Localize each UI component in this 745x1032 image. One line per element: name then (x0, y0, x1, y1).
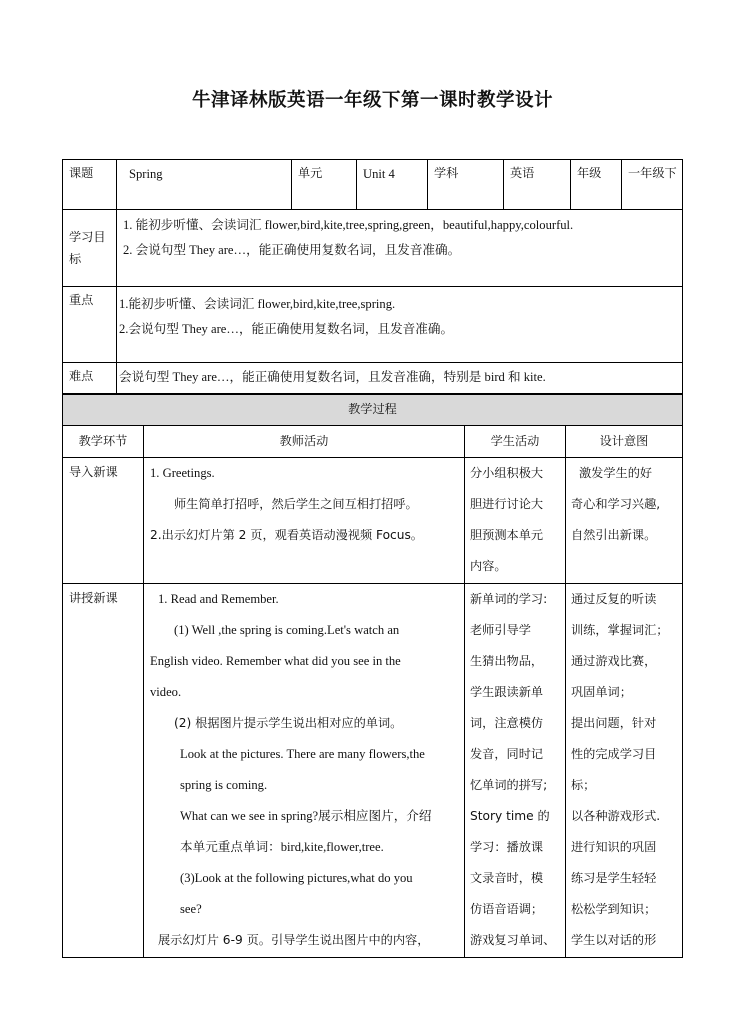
intent-line: 激发学生的好 (579, 466, 653, 480)
intent-line: 标； (571, 778, 596, 792)
teacher-line: What can we see in spring?展示相应图片，介绍 (180, 809, 432, 823)
difficulty-label: 难点 (63, 363, 117, 394)
student-line: 老师引导学 (470, 623, 531, 637)
intent-line: 通过反复的听读 (571, 592, 657, 606)
unit-value: Unit 4 (357, 160, 428, 210)
intent-line: 自然引出新课。 (571, 528, 657, 542)
teacher-line: spring is coming. (180, 778, 268, 792)
intent-line: 松松学到知识； (571, 902, 657, 916)
topic-value: Spring (117, 160, 292, 210)
student-line: 发音，同时记 (470, 747, 544, 761)
key-points-label: 重点 (63, 287, 117, 363)
stage-lesson: 讲授新课 (63, 584, 144, 958)
teacher-line: see? (180, 902, 202, 916)
page-title: 牛津译林版英语一年级下第一课时教学设计 (191, 90, 553, 111)
teacher-line: 本单元重点单词：bird,kite,flower,tree. (180, 840, 384, 854)
teacher-line: video. (150, 685, 182, 699)
intent-line: 巩固单词； (571, 685, 632, 699)
student-line: 胆进行讨论大 (470, 497, 544, 511)
intent-line: 以各种游戏形式. (571, 809, 661, 823)
student-line: 词，注意模仿 (470, 716, 544, 730)
intent-line: 通过游戏比赛， (571, 654, 657, 668)
key-points-list (117, 287, 683, 363)
student-lesson (465, 584, 566, 958)
grade-value: 一年级下 (622, 160, 683, 210)
student-line: Story time 的 (470, 809, 550, 823)
goal-item: 2. 会说句型 They are…，能正确使用复数名词，且发音准确。 (123, 243, 461, 257)
stage-intro: 导入新课 (63, 458, 144, 584)
intent-line: 提出问题，针对 (571, 716, 657, 730)
student-line: 仿语音语调； (470, 902, 544, 916)
grade-label: 年级 (571, 160, 622, 210)
intent-line: 学生以对话的形 (571, 933, 657, 947)
intent-intro (566, 458, 683, 584)
teacher-line: (3)Look at the following pictures,what do you (180, 871, 413, 885)
difficulty-text: 会说句型 They are…，能正确使用复数名词，且发音准确，特别是 bird 和 kite. (117, 363, 683, 394)
goals-list (117, 210, 683, 287)
intent-line: 进行知识的巩固 (571, 840, 657, 854)
topic-label: 课题 (63, 160, 117, 210)
teacher-line: 1. Read and Remember. (158, 592, 279, 606)
teacher-intro (144, 458, 465, 584)
student-line: 胆预测本单元 (470, 528, 544, 542)
teacher-line: 1. Greetings. (150, 466, 215, 480)
lesson-info-table (62, 159, 683, 394)
header-intent: 设计意图 (566, 426, 683, 458)
student-intro (465, 458, 566, 584)
intent-lesson (566, 584, 683, 958)
goals-label: 学习目标 (63, 210, 117, 287)
teacher-lesson (144, 584, 465, 958)
teacher-line: 师生简单打招呼，然后学生之间互相打招呼。 (174, 497, 418, 511)
teacher-line: (1) Well ,the spring is coming.Let's watch an (174, 623, 400, 637)
key-point-item: 2.会说句型 They are…，能正确使用复数名词，且发音准确。 (119, 322, 454, 336)
subject-label: 学科 (428, 160, 504, 210)
subject-value: 英语 (504, 160, 571, 210)
intent-line: 训练，掌握词汇； (571, 623, 669, 637)
student-line: 内容。 (470, 559, 507, 573)
student-line: 学生跟读新单 (470, 685, 544, 699)
student-line: 文录音时，模 (470, 871, 544, 885)
table-row (63, 458, 683, 584)
student-line: 学习：播放课 (470, 840, 544, 854)
intent-line: 性的完成学习目 (571, 747, 657, 761)
process-band: 教学过程 (63, 395, 683, 426)
header-stage: 教学环节 (63, 426, 144, 458)
teacher-line: English video. Remember what did you see in the (150, 654, 401, 668)
teacher-line: 2.出示幻灯片第 2 页，观看英语动漫视频 Focus。 (150, 528, 423, 542)
teacher-line: 展示幻灯片 6-9 页。引导学生说出图片中的内容， (158, 933, 430, 947)
teacher-line: Look at the pictures. There are many flowers,the (180, 747, 425, 761)
header-student: 学生活动 (465, 426, 566, 458)
student-line: 生猜出物品， (470, 654, 544, 668)
teacher-line: (2) 根据图片提示学生说出相对应的单词。 (174, 716, 403, 730)
student-line: 新单词的学习: (470, 592, 548, 606)
student-line: 忆单词的拼写; (470, 778, 548, 792)
intent-line: 练习是学生轻轻 (571, 871, 657, 885)
key-point-item: 1.能初步听懂、会读词汇 flower,bird,kite,tree,spring. (119, 297, 396, 311)
header-teacher: 教师活动 (144, 426, 465, 458)
student-line: 分小组积极大 (470, 466, 544, 480)
goal-item: 1. 能初步听懂、会读词汇 flower,bird,kite,tree,spring,green，beautiful,happy,colourful. (123, 218, 574, 232)
teaching-process-table (62, 394, 683, 958)
intent-line: 奇心和学习兴趣, (571, 497, 661, 511)
unit-label: 单元 (292, 160, 357, 210)
table-row (63, 584, 683, 958)
student-line: 游戏复习单词、 (470, 933, 556, 947)
